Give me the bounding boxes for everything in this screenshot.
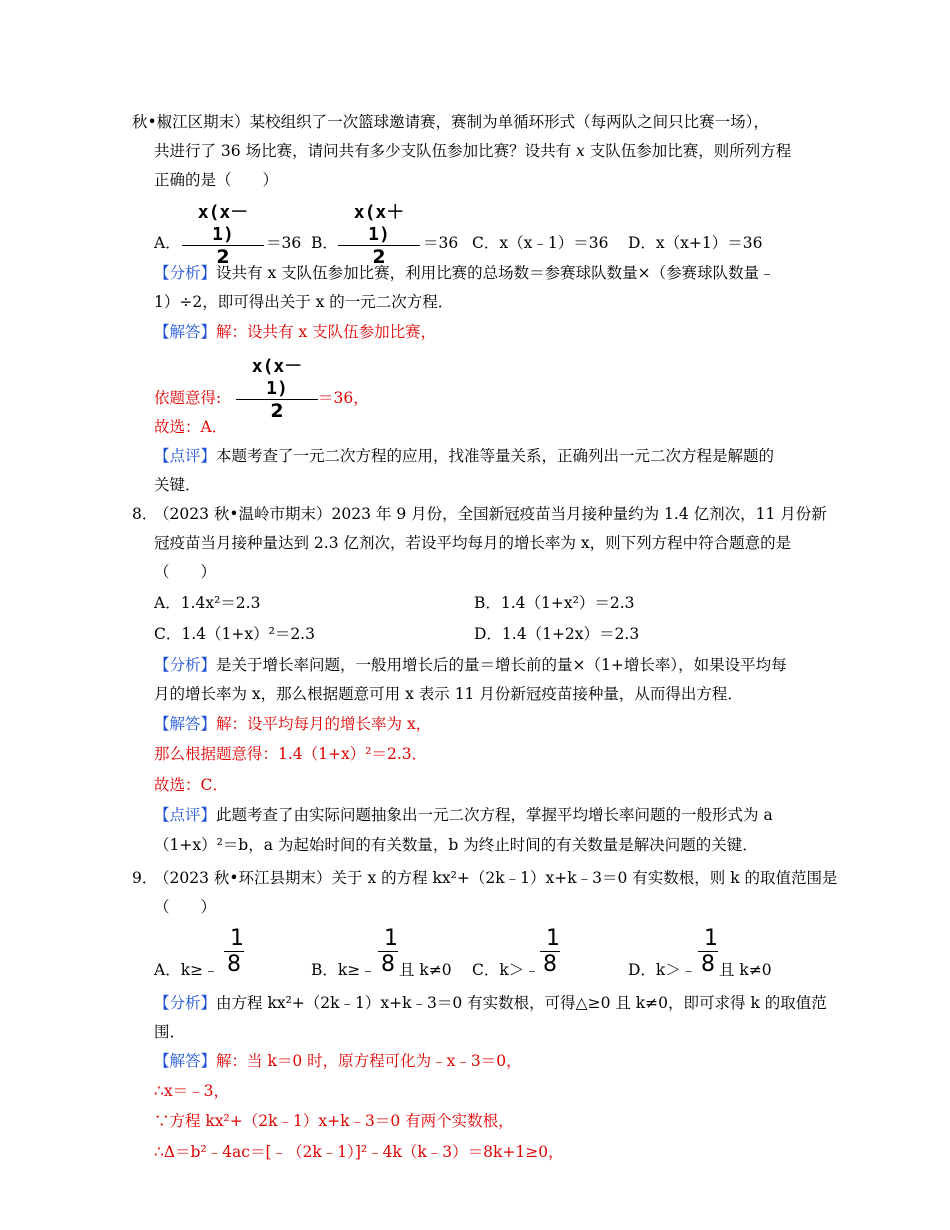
- q8-comment-line2: （1+x）²＝b，a 为起始时间的有关数量，b 为终止时间的有关数量是解决问题的关键．: [154, 836, 758, 854]
- q8-analysis-line1: 【分析】是关于增长率问题，一般用增长后的量＝增长前的量×（1+增长率），如果设平均每: [154, 656, 787, 674]
- q9-answer-line1: 【解答】解：当 k＝0 时，原方程可化为﹣x﹣3＝0，: [154, 1052, 522, 1070]
- q9-option-b-suffix: 且 k≠0: [399, 961, 452, 979]
- q8-option-d: D．1.4（1+2x）＝2.3: [474, 625, 640, 643]
- q7-answer-line1: 【解答】解：设共有 x 支队伍参加比赛，: [154, 323, 437, 341]
- q9-option-d-suffix: 且 k≠0: [719, 961, 772, 979]
- q8-answer-choice: 故选：C．: [154, 776, 228, 794]
- q9-option-b: B．k≥﹣: [311, 961, 376, 979]
- q7-option-b-fraction: x(x＋1) 2: [338, 198, 420, 268]
- q9-answer-line2: ∴x＝﹣3，: [154, 1082, 229, 1100]
- q9-stem-line1: （2023 秋•环江县期末）关于 x 的方程 kx²+（2k﹣1）x+k﹣3＝0 有实数根，则 k 的取值范围是: [154, 869, 838, 887]
- q7-option-a-fraction: x(x－1) 2: [182, 198, 264, 268]
- q7-stem-line1: 秋•椒江区期末）某校组织了一次篮球邀请赛，赛制为单循环形式（每两队之间只比赛一场），: [132, 113, 769, 131]
- q9-analysis-line1: 【分析】由方程 kx²+（2k﹣1）x+k﹣3＝0 有实数根，可得△≥0 且 k≠0，即可求得 k 的取值范: [154, 994, 827, 1012]
- q9-option-d-fraction: 1 8: [698, 926, 718, 977]
- q9-option-c: C．k＞﹣: [472, 961, 540, 979]
- q9-stem-line2: （ ）: [154, 898, 217, 916]
- q9-option-a: A．k≥﹣: [154, 961, 219, 979]
- q9-option-b-fraction: 1 8: [378, 926, 398, 977]
- q7-option-b-label: B．: [311, 234, 338, 252]
- q7-answer-choice: 故选：A．: [154, 418, 228, 436]
- q7-comment-line2: 关键．: [154, 476, 201, 494]
- q8-answer-line1: 【解答】解：设平均每月的增长率为 x，: [154, 715, 432, 733]
- q7-option-c: C．x（x﹣1）＝36: [472, 234, 609, 252]
- q8-analysis-line2: 月的增长率为 x，那么根据题意可用 x 表示 11 月份新冠疫苗接种量，从而得出方程．: [154, 685, 743, 703]
- q8-option-a: A．1.4x²＝2.3: [154, 594, 261, 612]
- q9-number: 9．: [132, 869, 158, 887]
- q7-option-a-label: A．: [154, 234, 181, 252]
- q7-analysis-line2: 1）÷2，即可得出关于 x 的一元二次方程．: [154, 293, 454, 311]
- q8-answer-line2: 那么根据题意得：1.4（1+x）²＝2.3．: [154, 745, 428, 763]
- q7-option-b-rhs: ＝36: [423, 234, 459, 252]
- q7-stem-line3: 正确的是（ ）: [154, 171, 279, 189]
- q8-stem-line1: （2023 秋•温岭市期末）2023 年 9 月份，全国新冠疫苗当月接种量约为 1.4 亿剂次，11 月份新: [154, 505, 827, 523]
- q7-option-d: D．x（x+1）＝36: [628, 234, 763, 252]
- q9-answer-line4: ∴Δ＝b²﹣4ac＝[﹣（2k﹣1）]²﹣4k（k﹣3）＝8k+1≥0，: [154, 1143, 564, 1161]
- q7-comment-line1: 【点评】本题考查了一元二次方程的应用，找准等量关系，正确列出一元二次方程是解题的: [154, 447, 775, 465]
- q7-option-a-rhs: ＝36: [266, 234, 302, 252]
- q9-option-d: D．k＞﹣: [628, 961, 697, 979]
- q7-answer-fraction: x(x－1) 2: [236, 352, 318, 422]
- q8-stem-line3: （ ）: [154, 563, 217, 581]
- q7-analysis-line1: 【分析】设共有 x 支队伍参加比赛，利用比赛的总场数＝参赛球队数量×（参赛球队数量﹣: [154, 264, 775, 282]
- q8-option-c: C．1.4（1+x）²＝2.3: [154, 625, 315, 643]
- q8-comment-line1: 【点评】此题考查了由实际问题抽象出一元二次方程，掌握平均增长率问题的一般形式为 a: [154, 806, 773, 824]
- q9-option-c-fraction: 1 8: [540, 926, 560, 977]
- q8-number: 8．: [132, 505, 158, 523]
- q9-answer-line3: ∵方程 kx²+（2k﹣1）x+k﹣3＝0 有两个实数根，: [154, 1112, 514, 1130]
- q9-option-a-fraction: 1 8: [224, 926, 244, 977]
- q7-answer-eq-prefix: 依题意得:: [154, 389, 222, 407]
- q9-analysis-line2: 围．: [154, 1023, 186, 1041]
- q7-stem-line2: 共进行了 36 场比赛，请问共有多少支队伍参加比赛？设共有 x 支队伍参加比赛，则所列方程: [154, 142, 792, 160]
- q8-stem-line2: 冠疫苗当月接种量达到 2.3 亿剂次，若设平均每月的增长率为 x，则下列方程中符合题意的是: [154, 534, 792, 552]
- q7-answer-eq-suffix: ＝36，: [318, 389, 369, 407]
- q8-option-b: B．1.4（1+x²）＝2.3: [474, 594, 635, 612]
